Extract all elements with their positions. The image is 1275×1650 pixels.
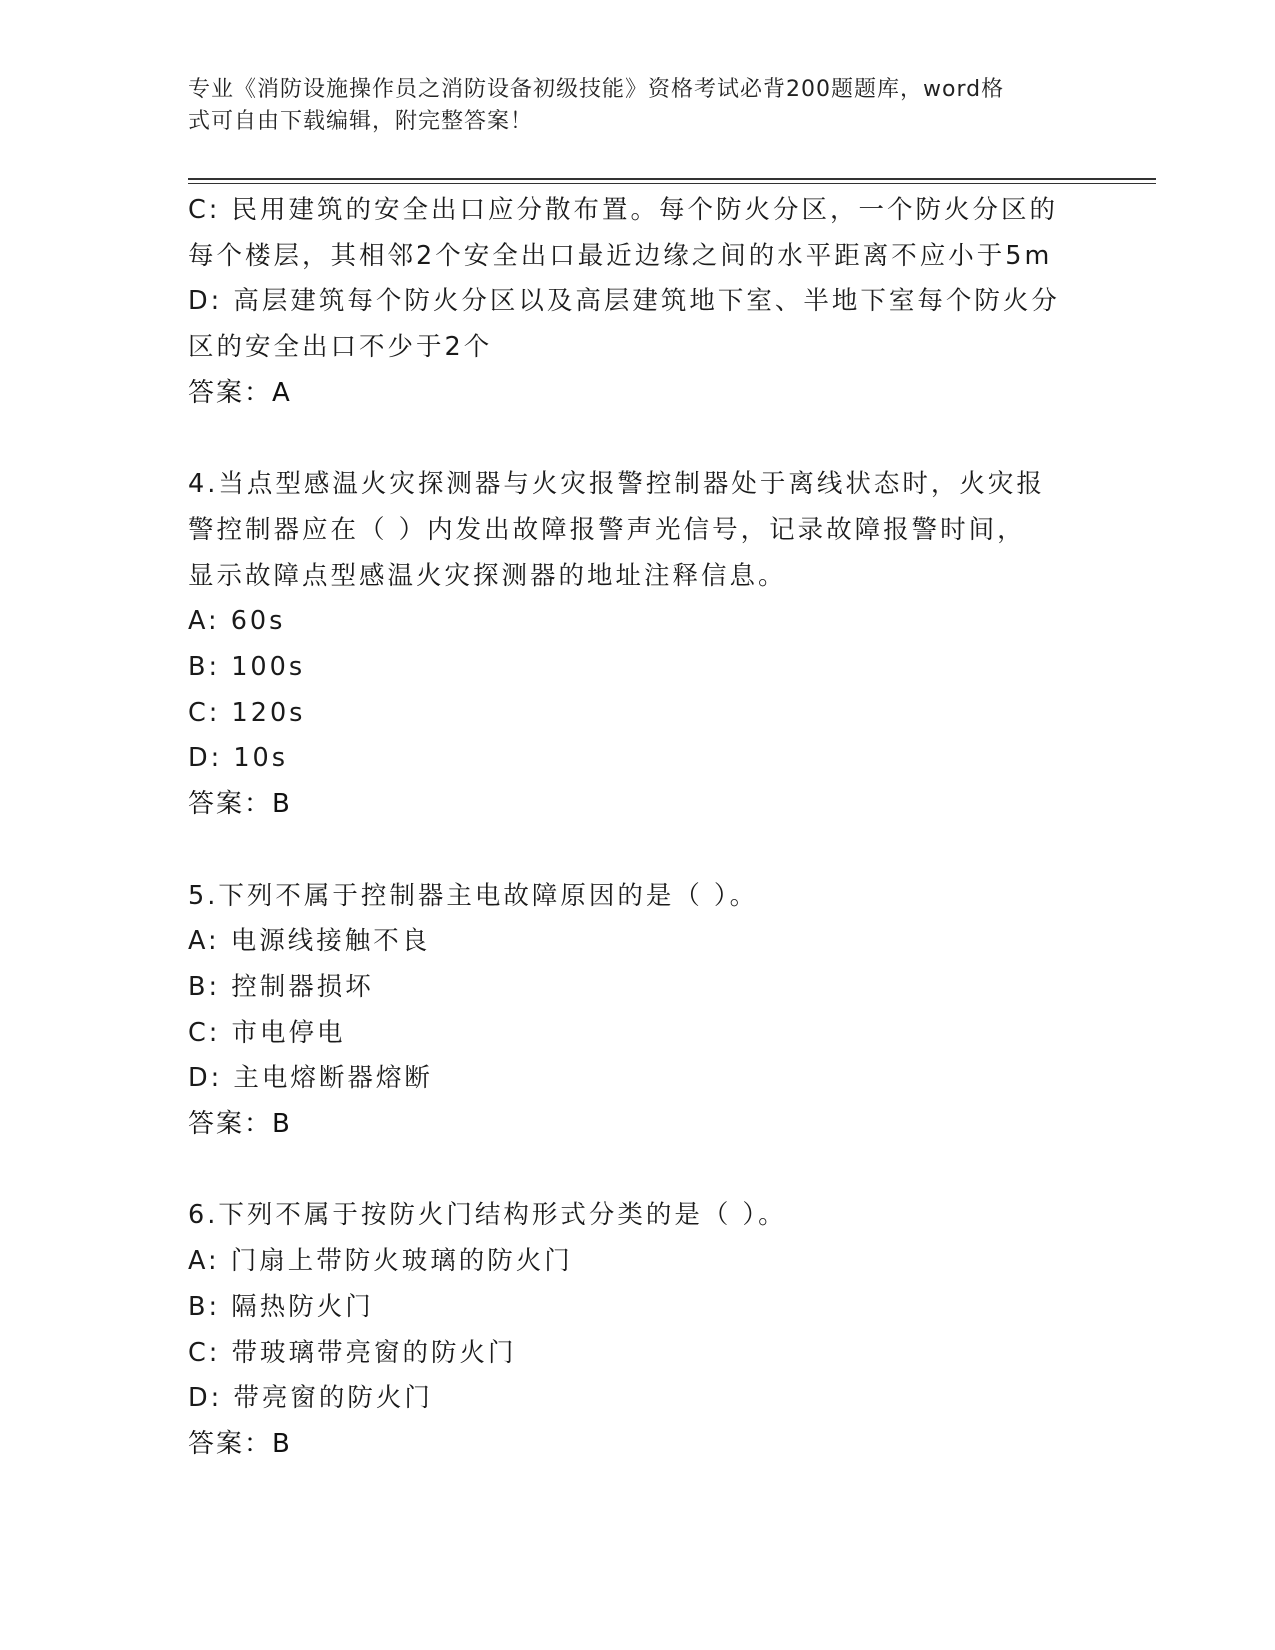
spacer [188,1148,1088,1194]
header-line: 专业《消防设施操作员之消防设备初级技能》资格考试必背200题题库，word格 [188,77,1005,102]
option-text: C: 民用建筑的安全出口应分散布置。每个防火分区，一个防火分区的 [188,195,1059,225]
option-c: C: 120s [188,697,306,728]
header-line: 式可自由下载编辑，附完整答案！ [188,109,534,134]
option-a: A: 门扇上带防火玻璃的防火门 [188,1246,573,1277]
answer-line [188,1102,1088,1148]
question-stem: 显示故障点型感温火灾探测器的地址注释信息。 [188,560,787,591]
header-divider [188,178,1156,180]
answer-value: B [272,789,290,820]
answer-value: A [272,377,290,408]
answer-label: 答案： [188,1109,273,1140]
header-divider [188,183,1156,184]
question-6 [188,1193,1088,1467]
document-header [188,74,1078,138]
answer-value: B [272,1428,290,1459]
spacer [188,828,1088,874]
option-b: B: 隔热防火门 [188,1291,374,1322]
option-text: 每个楼层，其相邻2个安全出口最近边缘之间的水平距离不应小于5m [188,240,1053,271]
option-c: C: 带玻璃带亮窗的防火门 [188,1337,517,1368]
option-a: A: 60s [188,606,286,637]
question-stem: 5.下列不属于控制器主电故障原因的是（ ）。 [188,880,759,911]
option-text: 区的安全出口不少于2个 [188,332,493,363]
option-d: D: 主电熔断器熔断 [188,1063,433,1094]
answer-label: 答案： [188,789,273,820]
answer-label: 答案： [188,1428,273,1459]
answer-line [188,1422,1088,1468]
answer-value: B [272,1109,290,1140]
answer-line [188,371,1088,417]
option-d: D: 带亮窗的防火门 [188,1383,433,1414]
spacer [188,417,1088,463]
question-4 [188,462,1088,828]
question-stem: 4.当点型感温火灾探测器与火灾报警控制器处于离线状态时，火灾报 [188,469,1045,500]
option-b: B: 控制器损坏 [188,971,374,1002]
document-body [188,188,1088,1468]
answer-line [188,782,1088,828]
question-continuation [188,188,1088,417]
option-text: D: 高层建筑每个防火分区以及高层建筑地下室、半地下室每个防火分 [188,286,1060,317]
question-5 [188,874,1088,1148]
option-b: B: 100s [188,652,306,683]
option-c: C: 市电停电 [188,1017,346,1048]
option-d: D: 10s [188,743,289,774]
option-a: A: 电源线接触不良 [188,926,431,957]
question-stem: 6.下列不属于按防火门结构形式分类的是（ ）。 [188,1200,787,1231]
question-stem: 警控制器应在（ ）内发出故障报警声光信号，记录故障报警时间， [188,514,1026,545]
answer-label: 答案： [188,377,273,408]
